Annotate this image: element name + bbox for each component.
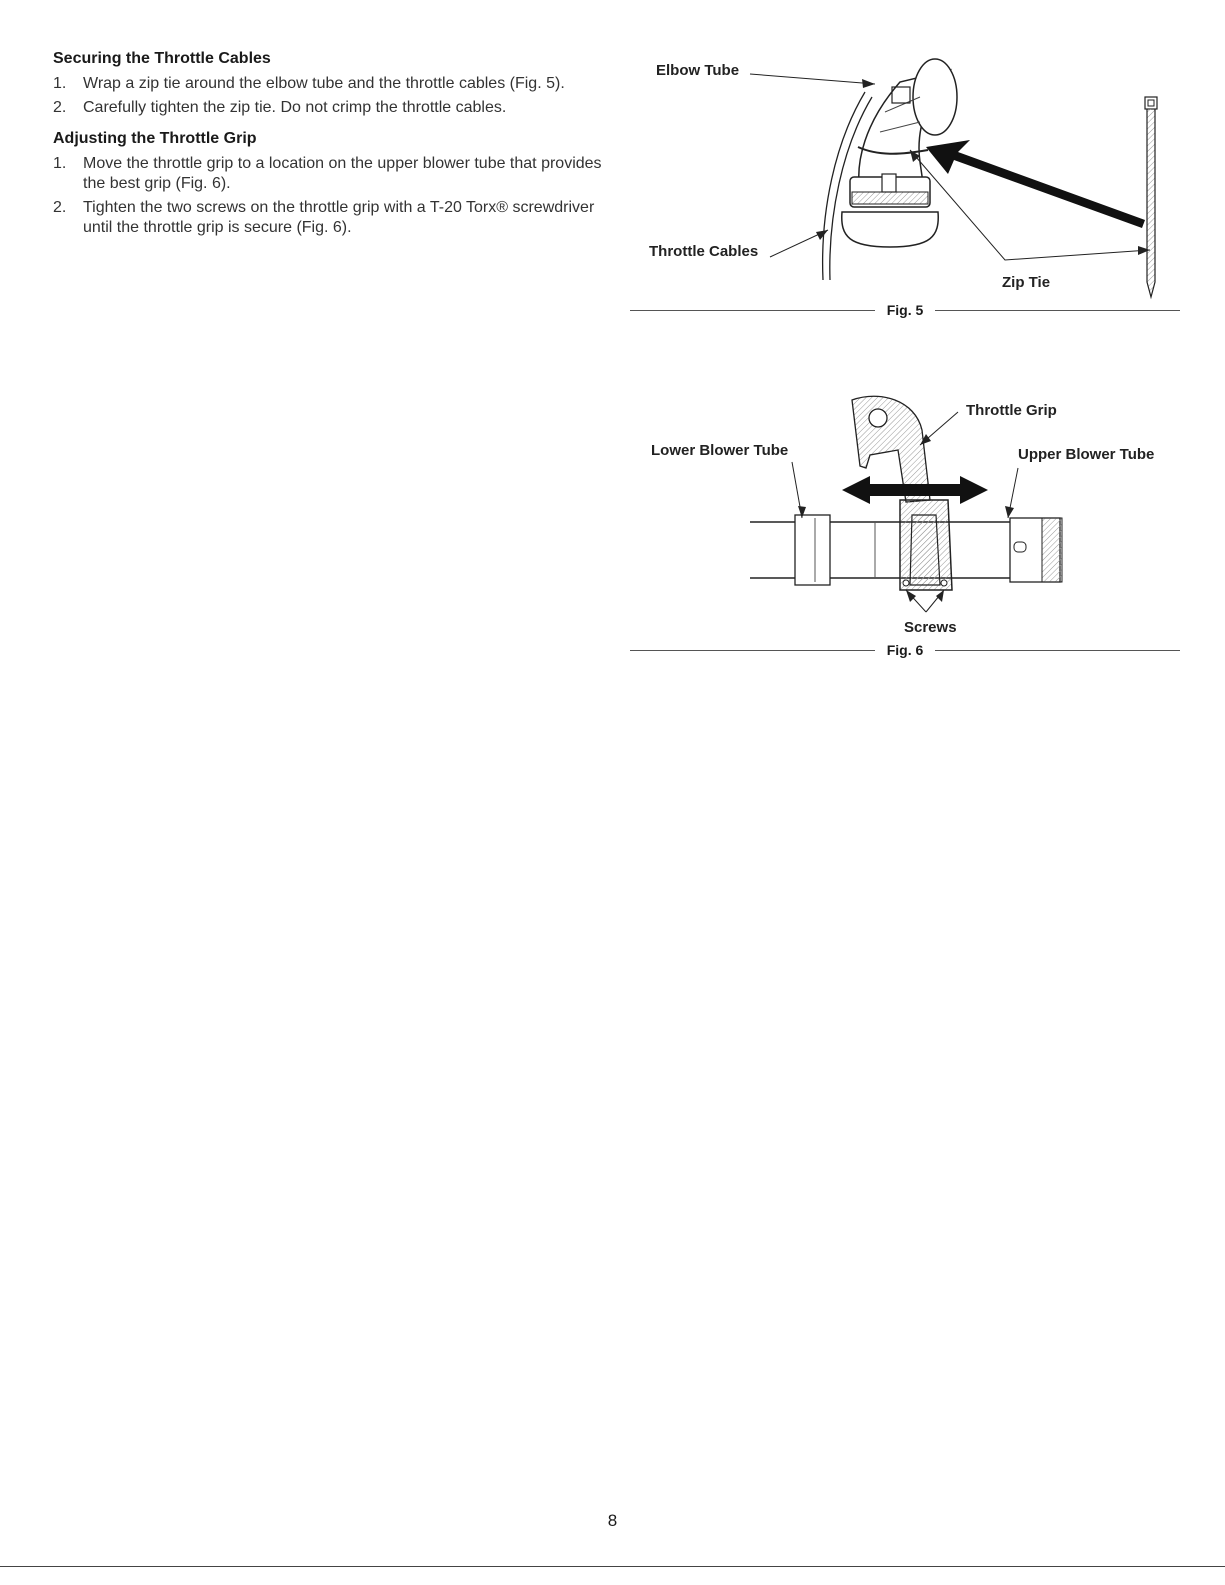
figure-5 — [630, 52, 1180, 332]
step-text: Tighten the two screws on the throttle grip with a T-20 Torx® screwdriver until the throttle grip is secure (Fig. 6). — [83, 199, 595, 236]
figure-6 — [630, 390, 1180, 670]
adjusting-grip-steps — [53, 154, 613, 238]
page-number: 8 — [607, 1511, 618, 1530]
label-throttle-cables: Throttle Cables — [649, 243, 759, 260]
step-text: Wrap a zip tie around the elbow tube and the throttle cables (Fig. 5). — [83, 75, 565, 92]
label-upper-blower-tube: Upper Blower Tube — [1018, 446, 1155, 463]
fig5-caption-row — [630, 302, 1180, 318]
fig6-caption: Fig. 6 — [886, 642, 924, 658]
step-number: 2. — [53, 99, 67, 116]
instructions-column — [53, 50, 613, 242]
step-number: 1. — [53, 75, 67, 92]
caption-rule — [630, 310, 875, 311]
footer-divider — [0, 1566, 1225, 1567]
list-item — [53, 154, 613, 194]
elbow-tube-illustration — [630, 52, 1180, 332]
step-text: Move the throttle grip to a location on the upper blower tube that provides the best grip (Fig. 6). — [83, 155, 602, 192]
fig6-caption-row — [630, 642, 1180, 658]
section-heading-adjusting-grip: Adjusting the Throttle Grip — [53, 130, 257, 147]
caption-rule — [935, 310, 1180, 311]
fig5-caption: Fig. 5 — [886, 302, 924, 318]
caption-rule — [630, 650, 875, 651]
caption-rule — [935, 650, 1180, 651]
section-heading-securing-cables: Securing the Throttle Cables — [53, 50, 271, 67]
list-item — [53, 74, 613, 94]
label-elbow-tube: Elbow Tube — [656, 62, 740, 79]
label-zip-tie: Zip Tie — [1002, 274, 1051, 291]
label-throttle-grip: Throttle Grip — [966, 402, 1057, 419]
list-item — [53, 98, 613, 118]
step-number: 2. — [53, 199, 67, 216]
step-text: Carefully tighten the zip tie. Do not crimp the throttle cables. — [83, 99, 507, 116]
label-lower-blower-tube: Lower Blower Tube — [651, 442, 789, 459]
securing-cables-steps — [53, 74, 613, 118]
label-screws: Screws — [904, 619, 957, 636]
step-number: 1. — [53, 155, 67, 172]
list-item — [53, 198, 613, 238]
